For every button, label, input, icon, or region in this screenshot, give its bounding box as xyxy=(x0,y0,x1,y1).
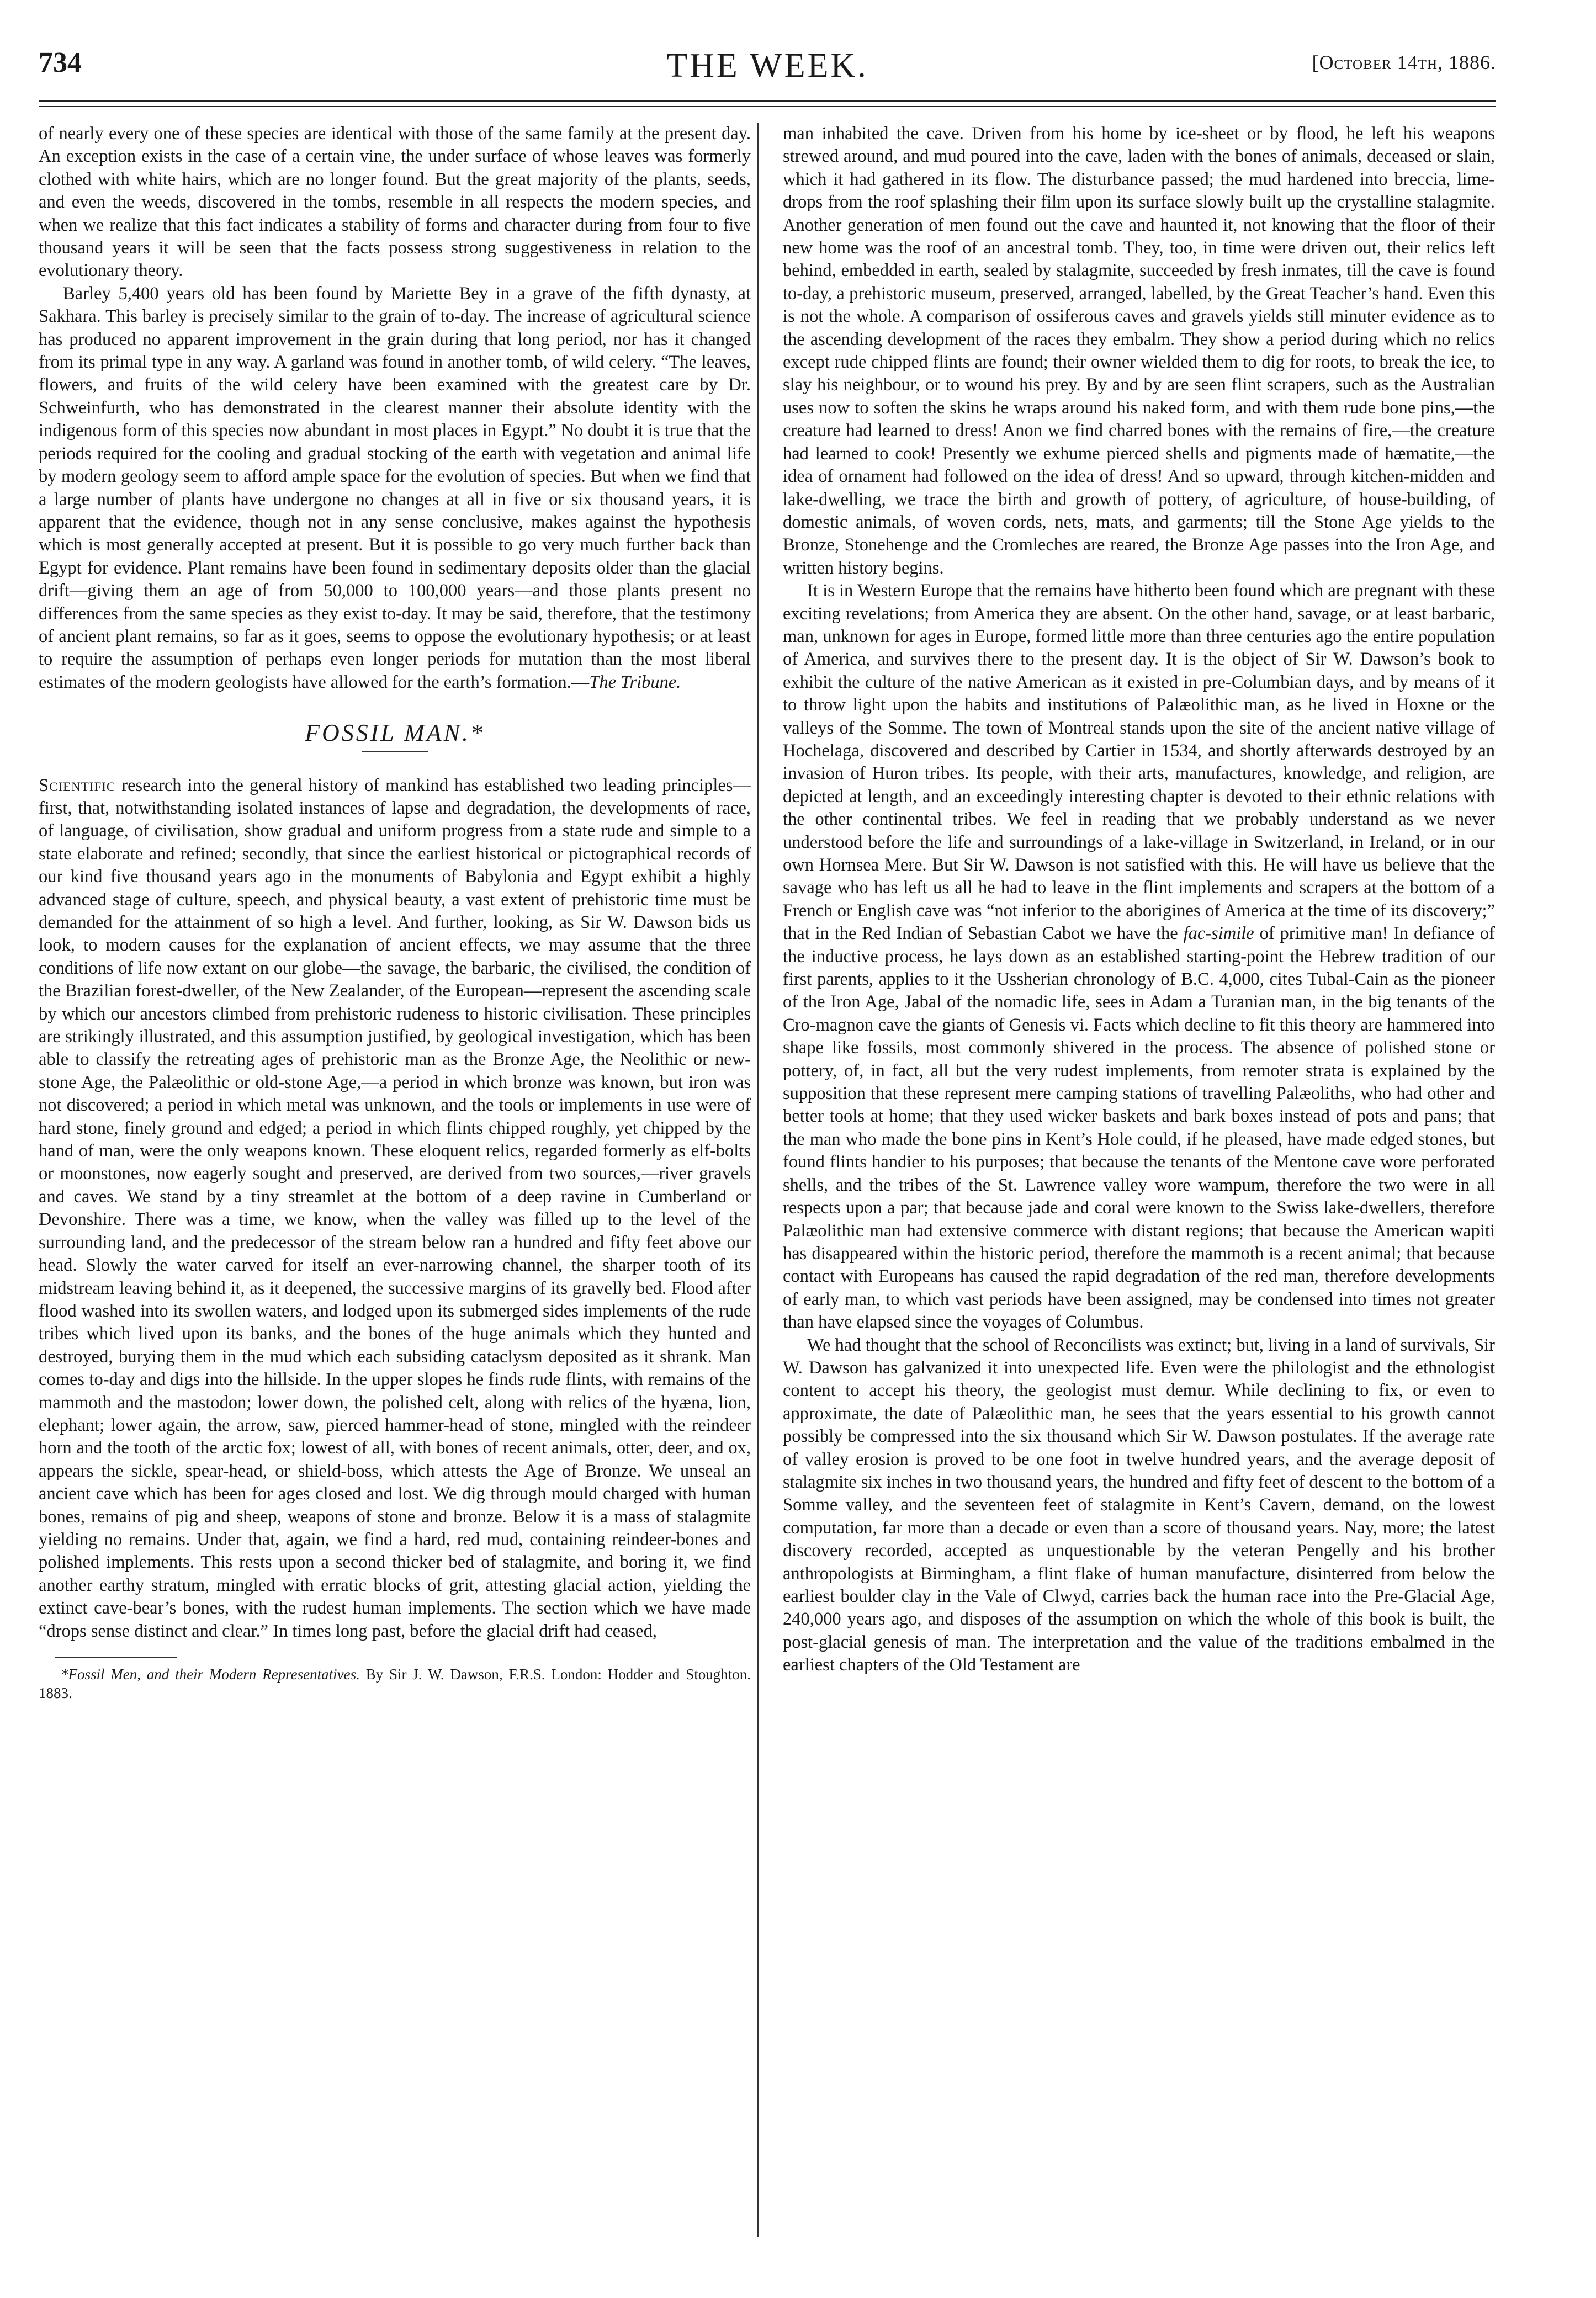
paragraph: We had thought that the school of Reconcilists was extinct; but, living in a land of survivals, Sir W. Dawson has galvanized it into unexpected life. Even were the philologist and the ethnologist content to accept his theory, the geologist must demur. While declining to fix, or even to approximate, the date of Palæolithic man, he sees that the years essential to his growth cannot possibly be compressed into the six thousand which Sir W. Dawson postulates. If the average rate of valley erosion is proved to be one foot in twelve hundred years, and the average deposit of stalagmite six inches in two thousand years, the hundred and fifty feet of descent to the bottom of a Somme valley, and the seventeen feet of stalagmite in Kent’s Cavern, demand, on the lowest computation, far more than a decade or even than a score of thousand years. Nay, more; the latest discovery recorded, accepted as unquestionable by the veteran Pengelly and his brother anthropologists at Birmingham, a flint flake of human manufacture, disinterred from below the earliest boulder clay in the Vale of Clwyd, carries back the human race into the Pre-Glacial Age, 240,000 years ago, and disposes of the assumption on which the whole of this book is built, the post-glacial genesis of man. The interpretation and the value of the traditions embalmed in the earliest chapters of the Old Testament are xyxy=(783,1335,1495,1675)
article-body xyxy=(39,774,751,1643)
paragraph xyxy=(39,283,751,694)
page-number: 734 xyxy=(39,47,82,78)
paragraph-text: Barley 5,400 years old has been found by Mariette Bey in a grave of the fifth dynasty, at Sakhara. This barley is precisely similar to the grain of to-day. The increase of agricultural science has produced no apparent improvement in the grain during that long period, nor has it changed from its primal type in any way. A garland was found in another tomb, of wild celery. “The leaves, flowers, and fruits of the wild celery have been examined with the greatest care by Dr. Schweinfurth, who has demonstrated in the clearest manner their absolute identity with the indigenous form of this species now abundant in most places in Egypt.” No doubt it is true that the periods required for the cooling and gradual stocking of the earth with vegetation and animal life by modern geology seem to afford ample space for the evolution of species. But when we find that a large number of plants have undergone no changes at all in five or six thousand years, it is apparent that the evidence, though not in any sense conclusive, makes against the hypothesis which is most generally accepted at present. But it is possible to go very much further back than Egypt for evidence. Plant remains have been found in sedimentary deposits older than the glacial drift—giving them an age of from 50,000 to 100,000 years—and those plants present no differences from the same species as they exist to-day. It may be said, therefore, that the testimony of ancient plant remains, so far as it goes, seems to oppose the evolutionary hypothesis; or at least to require the assumption of perhaps even longer periods for mutation than the most liberal estimates of the modern geologists have allowed for the earth’s formation.— xyxy=(39,283,751,692)
article-title: FOSSIL MAN.* xyxy=(305,719,485,747)
source-credit: The Tribune. xyxy=(589,672,681,692)
paragraph: man inhabited the cave. Driven from his home by ice-sheet or by flood, he left his weapons strewed around, and mud poured into the cave, laden with the bones of animals, deceased or slain, which it had gathered in its flow. The disturbance passed; the mud hardened into breccia, lime-drops from the roof splashing their film upon its surface slowly built up the crystalline stalagmite. Another generation of men found out the cave and haunted it, not knowing that the floor of their new home was the roof of an ancestral tomb. They, too, in time were driven out, their relics left behind, embedded in earth, sealed by stalagmite, succeeded by fresh inmates, till the cave is found to-day, a prehistoric museum, preserved, arranged, labelled, by the Great Teacher’s hand. Even this is not the whole. A comparison of ossiferous caves and gravels yields still minuter evidence as to the ascending development of the races they embalm. They show a period during which no relics except rude chipped flints are found; their owner wielded them to dig for roots, to break the ice, to slay his neighbour, or to wound his prey. By and by are seen flint scrapers, such as the Australian uses now to soften the skins he wraps around his naked form, and with them rude bone pins,—the creature had learned to dress! Anon we find charred bones with the remains of fire,—the creature had learned to cook! Presently we exhume pierced shells and pigments made of hæmatite,—the idea of ornament had followed on the idea of dress! And so upward, through kitchen-midden and lake-dwelling, we trace the birth and growth of pottery, of agriculture, of house-building, of domestic animals, of woven cords, nets, mats, and garments; till the Stone Age yields to the Bronze, Stonehenge and the Cromleches are reared, the Bronze Age passes into the Iron Age, and written history begins. xyxy=(783,124,1495,578)
masthead: THE WEEK. xyxy=(666,47,868,84)
paragraph: of nearly every one of these species are identical with those of the same family at the present day. An exception exists in the case of a certain vine, the under surface of whose leaves was formerly clothed with white hairs, which are no longer found. But the great majority of the plants, seeds, and even the weeds, discovered in the tombs, resemble in all respects the modern species, and when we realize that this fact indicates a stability of forms and character during from four to five thousand years it will be seen that the facts possess strong suggestiveness in relation to the evolutionary theory. xyxy=(39,124,751,281)
italic-term: fac-simile xyxy=(1183,924,1254,944)
footnote xyxy=(39,1665,751,1702)
paragraph xyxy=(783,580,1495,1334)
paragraph-text: of primitive man! In defiance of the inductive process, he lays down as an established starting-point the Hebrew tradition of our first parents, applies to it the Ussherian chronology of B.C. 4,000, cites Tubal-Cain as the pioneer of the Iron Age, Jabal of the nomadic life, sees in Adam a Turanian man, in the big tenants of the Cro-magnon cave the giants of Genesis vi. Facts which decline to fit this theory are hammered into shape like fossils, most commonly shivered in the process. The absence of polished stone or pottery, of, in fact, all but the very rudest implements, from remoter strata is explained by the supposition that these represent mere camping stations of travelling Palæoliths, who had other and better tools at home; that they used wicker baskets and bark boxes instead of pots and pans; that the man who made the bone pins in Kent’s Hole could, if he pleased, have made edged stones, but found flints handier to his purposes; that because the tenants of the Mentone cave wore perforated shells, and the tribes of the St. Lawrence valley wore wampum, therefore the two were in all respects upon a par; that because jade and coral were known to the Swiss lake-dwellers, therefore Palæolithic man had extensive commerce with distant regions; that because the American wapiti has disappeared within the historic period, therefore the mammoth is a recent animal; that because contact with Europeans has caused the rapid degradation of the red man, therefore developments of early man, to which vast periods have been assigned, may be condensed into times not greater than have elapsed since the voyages of Columbus. xyxy=(783,924,1495,1333)
page-header xyxy=(39,46,1496,96)
header-rule-thin xyxy=(39,106,1496,107)
column-divider xyxy=(757,123,759,2237)
left-column xyxy=(39,123,751,1702)
header-rule-thick xyxy=(39,100,1496,102)
article-text: research into the general history of mankind has established two leading principles—first, that, notwithstanding isolated instances of lapse and degradation, the developments of race, of language, of civilisation, show gradual and uniform progress from a state rude and simple to a state elaborate and refined; secondly, that since the earliest historical or pictographical records of our kind five thousand years ago in the monuments of Babylonia and Egypt exhibit a highly advanced stage of culture, speech, and physical beauty, a vast extent of prehistoric time must be demanded for the attainment of so high a level. And further, looking, as Sir W. Dawson bids us look, to modern causes for the explanation of ancient effects, we may assume that the three conditions of life now extant on our globe—the savage, the barbaric, the civilised, the condition of the Brazilian forest-dweller, of the New Zealander, of the European—represent the ascending scale by which our ancestors climbed from prehistoric rudeness to historic civilisation. These principles are strikingly illustrated, and this assumption justified, by geological investigation, which has been able to classify the retreating ages of prehistoric man as the Bronze Age, the Neolithic or new-stone Age, the Palæolithic or old-stone Age,—a period in which bronze was known, but iron was not discovered; a period in which metal was unknown, and the tools or implements in use were of hard stone, finely ground and edged; a period in which flints chipped roughly, yet chipped by the hand of man, were the only weapons known. These eloquent relics, regarded formerly as elf-bolts or moonstones, now eagerly sought and preserved, are derived from two sources,—river gravels and caves. We stand by a tiny streamlet at the bottom of a deep ravine in Cumberland or Devonshire. There was a time, we know, when the valley was filled up to the level of the surrounding land, and the predecessor of the stream below ran a hundred and fifty feet above our head. Slowly the water carved for itself an ever-narrowing channel, the sharper tooth of its midstream leaving behind it, as it deepened, the successive margins of its gravelly bed. Flood after flood washed into its swollen waters, and lodged upon its submerged sides implements of the rude tribes which lived upon its banks, and the bones of the huge animals which they hunted and destroyed, burying them in the mud which each subsiding cataclysm deposited as it shrank. Man comes to-day and digs into the hillside. In the upper slopes he finds rude flints, with remains of the mammoth and the mastodon; lower down, the polished celt, along with relics of the hyæna, lion, elephant; lower again, the arrow, saw, pierced hammer-head of stone, mingled with the reindeer horn and the tooth of the arctic fox; lowest of all, with bones of recent animals, otter, deer, and ox, appears the sickle, spear-head, or shield-boss, which attests the Age of Bronze. We unseal an ancient cave which has been for ages closed and lost. We dig through mould charged with human bones, remains of pig and sheep, weapons of stone and bronze. Below it is a mass of stalagmite yielding no remains. Under that, again, we find a hard, red mud, containing reindeer-bones and polished implements. This rests upon a second thicker bed of stalagmite, and boring it, we find another earthy stratum, mingled with erratic blocks of grit, attesting glacial action, yielding the extinct cave-bear’s bones, with the rudest human implements. The section which we have made “drops sense distinct and clear.” In times long past, before the glacial drift had ceased, xyxy=(39,775,751,1641)
footnote-book-title: *Fossil Men, and their Modern Representatives. xyxy=(61,1666,360,1683)
issue-date: [October 14th, 1886. xyxy=(1312,51,1496,73)
paragraph-text: It is in Western Europe that the remains have hitherto been found which are pregnant with these exciting revelations; from America they are absent. On the other hand, savage, or at least barbaric, man, unknown for ages in Europe, formed little more than three centuries ago the entire population of America, and survives there to the present day. It is the object of Sir W. Dawson’s book to exhibit the culture of the native American as it existed in pre-Columbian days, and by means of it to throw light upon the habits and institutions of Palæolithic man, as he lived in Hoxne or the valleys of the Somme. The town of Montreal stands upon the site of the ancient native village of Hochelaga, discovered and described by Cartier in 1534, and shortly afterwards destroyed by an invasion of Huron tribes. Its people, with their arts, manufactures, knowledge, and religion, are depicted at length, and an exceedingly interesting chapter is devoted to their ethnic relations with the other continental tribes. We feel in reading that we probably understand as we never understood before the life and surroundings of a lake-village in Switzerland, in Ireland, or in our own Hornsea Mere. But Sir W. Dawson is not satisfied with this. He will have us believe that the savage who has left us all he had to leave in the flint implements and scrapers at the bottom of a French or English cave was “not inferior to the aborigines of America at the time of its discovery;” that in the Red Indian of Sebastian Cabot we have the xyxy=(783,581,1495,944)
footnote-rule xyxy=(55,1657,177,1658)
title-rule xyxy=(362,751,428,752)
right-column xyxy=(783,123,1495,1677)
article-lead-word: Scientific xyxy=(39,775,116,795)
footnote-text: By Sir J. W. Dawson, F.R.S. London: Hodder and Stoughton. 1883. xyxy=(39,1666,751,1701)
